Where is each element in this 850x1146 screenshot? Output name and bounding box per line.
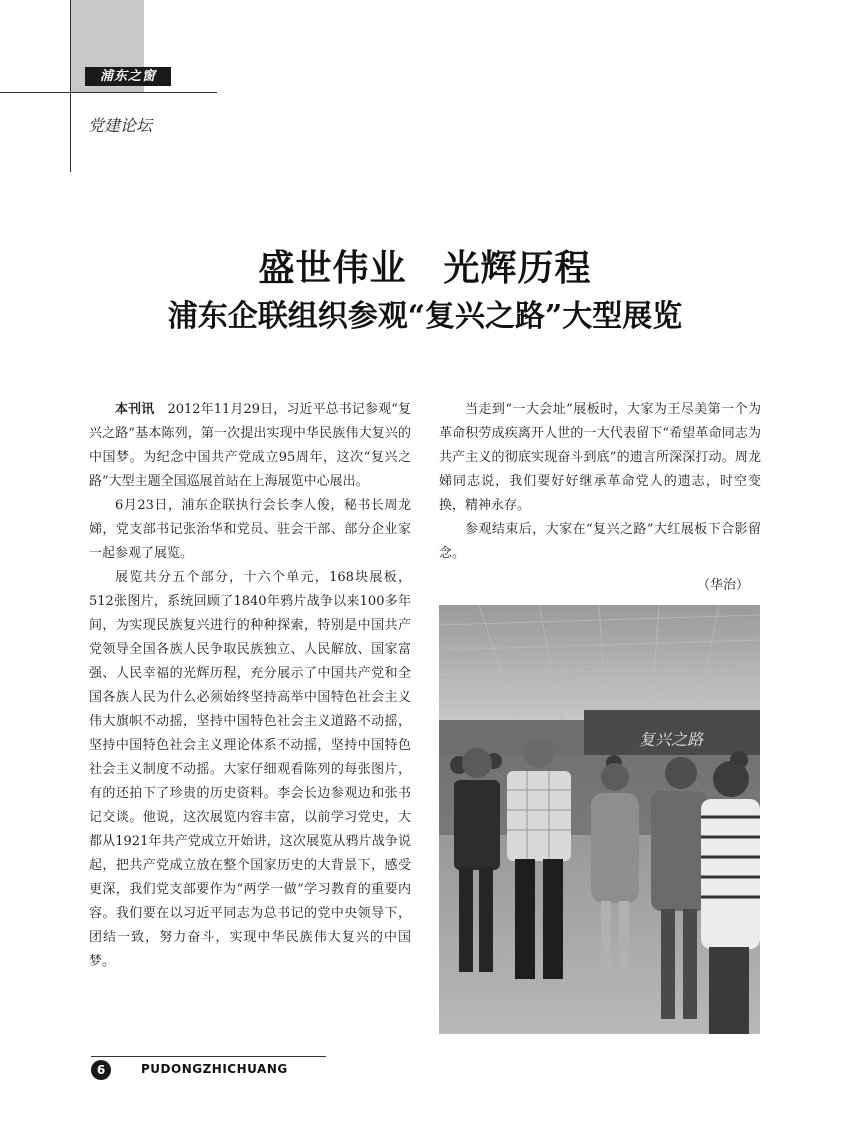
header-horizontal-rule [0, 92, 217, 93]
article-paragraph-3: 展览共分五个部分，十六个单元，168块展板，512张图片，系统回顾了1840年鸦片战争以来100多年间，为实现民族复兴进行的种种探索，特别是中国共产党领导全国各族人民争取民族独立、人民解放、国家富强、人民幸福的光辉历程，充分展示了中国共产党和全国各族人民为什么必须始终坚持高举中国特色社会主义伟大旗帜不动摇，坚持中国特色社会主义道路不动摇，坚持中国特色社会主义理论体系不动摇，坚持中国特色社会主义制度不动摇。大家仔细观看陈列的每张图片，有的还拍下了珍贵的历史资料。李会长边参观边和张书记交谈。他说，这次展览内容丰富，以前学习党史，大都从1921年共产党成立开始讲，这次展览从鸦片战争说起，把共产党成立放在整个国家历史的大背景下，感受更深，我们党支部要作为“两学一做”学习教育的重要内容。我们要在以习近平同志为总书记的党中央领导下，团结一致，努力奋斗，实现中华民族伟大复兴的中国梦。 [89, 570, 411, 969]
article-paragraph-5: 参观结束后，大家在“复兴之路”大红展板下合影留念。 [439, 522, 761, 561]
article-byline: （华治） [696, 578, 749, 593]
article-title: 盛世伟业 光辉历程 [258, 247, 592, 289]
footer-brand: PUDONGZHICHUANG [141, 1062, 288, 1076]
group-photo [439, 605, 760, 1034]
article-paragraph-1 [89, 398, 411, 494]
exhibition-sign-text: 复兴之路 [639, 730, 704, 749]
article-paragraph-2: 6月23日，浦东企联执行会长李人俊，秘书长周龙娣，党支部书记张治华和党员、驻会干部、部分企业家一起参观了展览。 [89, 498, 411, 561]
page-number-badge: 6 [91, 1060, 111, 1080]
group-photo-illustration [439, 605, 760, 1034]
article-paragraph-4: 当走到“一大会址”展板时，大家为王尽美第一个为革命积劳成疾离开人世的一大代表留下“希望革命同志为共产主义的彻底实现奋斗到底”的遗言所深深打动。周龙娣同志说，我们要好好继承革命党人的遗志，时空变换，精神永存。 [439, 402, 761, 513]
footer-rule [91, 1056, 326, 1057]
article-column-left [89, 398, 411, 974]
header-vertical-rule [70, 0, 71, 172]
article-column-right [439, 398, 761, 598]
paragraph-1-text: 2012年11月29日，习近平总书记参观“复兴之路”基本陈列，第一次提出实现中华民族伟大复兴的中国梦。为纪念中国共产党成立95周年，这次“复兴之路”大型主题全国巡展首站在上海展览中心展出。 [89, 402, 411, 489]
magazine-logo: 浦东之窗 [85, 67, 171, 86]
section-label: 党建论坛 [88, 116, 153, 135]
lead-tag: 本刊讯 [115, 402, 155, 417]
article-subtitle: 浦东企联组织参观“复兴之路”大型展览 [167, 299, 683, 334]
